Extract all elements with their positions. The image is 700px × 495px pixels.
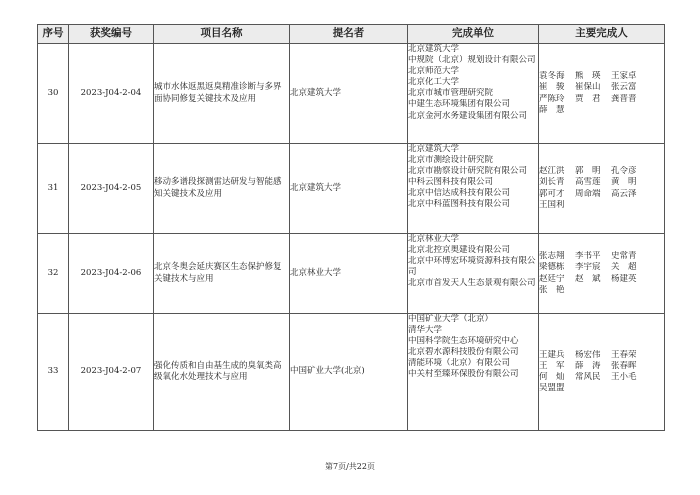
people-line xyxy=(539,71,664,82)
person-name: 薛 涛 xyxy=(575,360,601,371)
unit-item: 北京碧水源科技股份有限公司 xyxy=(408,347,519,358)
row-people xyxy=(539,234,665,314)
row-award-code: 2023-J04-2-06 xyxy=(69,234,154,314)
person-name: 杨宏伟 xyxy=(575,349,601,360)
person-name: 严陈玲 xyxy=(539,93,565,104)
unit-item: 北京建筑大学 xyxy=(408,44,460,54)
unit-item: 北京市勘察设计研究院有限公司 xyxy=(408,166,528,177)
person-name: 李宇宸 xyxy=(575,262,601,273)
row-people xyxy=(539,44,665,144)
row-nominator: 北京建筑大学 xyxy=(290,44,408,144)
unit-item: 北京建筑大学 xyxy=(408,144,460,154)
person-name: 郭 明 xyxy=(575,166,601,177)
header-row xyxy=(38,25,665,44)
row-nominator: 北京建筑大学 xyxy=(290,144,408,234)
unit-item: 北京金河水务建设集团有限公司 xyxy=(408,110,528,121)
award-table xyxy=(37,24,665,431)
row-people xyxy=(539,144,665,234)
unit-item: 北京市测绘设计研究院 xyxy=(408,155,494,166)
people-line xyxy=(539,166,664,177)
header-units: 完成单位 xyxy=(408,25,539,44)
person-name: 李书平 xyxy=(575,251,601,262)
unit-item: 北京林业大学 xyxy=(408,234,460,244)
person-name: 王国利 xyxy=(539,199,565,210)
row-units xyxy=(408,234,539,314)
person-name: 史常青 xyxy=(611,251,637,262)
person-name: 袁冬海 xyxy=(539,71,565,82)
unit-item: 中国科学院生态环境研究中心 xyxy=(408,336,519,347)
unit-item: 清华大学 xyxy=(408,325,443,336)
person-name: 何 灿 xyxy=(539,372,565,382)
people-line xyxy=(539,189,664,200)
row-award-code: 2023-J04-2-05 xyxy=(69,144,154,234)
row-units xyxy=(408,314,539,431)
person-name: 薛 慧 xyxy=(539,104,565,115)
unit-item: 北京化工大学 xyxy=(408,77,460,88)
row-project-name: 移动多谱段探测雷达研发与智能感知关键技术及应用 xyxy=(154,144,290,234)
people-line xyxy=(539,200,664,211)
people-line xyxy=(539,177,664,188)
unit-item: 北京师范大学 xyxy=(408,66,460,77)
table-row xyxy=(38,144,665,234)
header-nominator: 提名者 xyxy=(290,25,408,44)
table-row xyxy=(38,234,665,314)
table-row xyxy=(38,44,665,144)
people-line xyxy=(539,361,664,372)
row-project-name: 城市水体返黑返臭精准诊断与多界面协同修复关键技术及应用 xyxy=(154,44,290,144)
unit-item: 中国矿业大学（北京） xyxy=(408,314,494,324)
unit-item: 北京中环博宏环境资源科技有限公司 xyxy=(408,256,536,278)
person-name: 熊 瑛 xyxy=(575,71,601,82)
unit-item: 中规院（北京）规划设计有限公司 xyxy=(408,55,536,66)
person-name: 杨建英 xyxy=(611,273,637,284)
row-units xyxy=(408,44,539,144)
unit-item: 北京中科蓝图科技有限公司 xyxy=(408,199,511,210)
person-name: 郭可才 xyxy=(539,188,565,199)
person-name: 龚晋晋 xyxy=(611,93,637,104)
person-name: 吴盟盟 xyxy=(539,383,565,394)
person-name: 王春荣 xyxy=(611,349,637,360)
unit-item: 北京市首发天人生态景观有限公司 xyxy=(408,278,536,289)
person-name: 赵廷宁 xyxy=(539,273,565,284)
row-nominator: 北京林业大学 xyxy=(290,234,408,314)
row-seq: 33 xyxy=(38,314,69,431)
people-line xyxy=(539,383,664,394)
person-name: 黄 明 xyxy=(611,177,637,188)
person-name: 常风民 xyxy=(575,372,601,382)
unit-item: 北京北控京奥建设有限公司 xyxy=(408,245,511,256)
row-nominator: 中国矿业大学(北京) xyxy=(290,314,408,431)
people-line xyxy=(539,82,664,93)
row-award-code: 2023-J04-2-07 xyxy=(69,314,154,431)
row-project-name: 北京冬奥会延庆赛区生态保护修复关键技术与应用 xyxy=(154,234,290,314)
person-name: 赵江洪 xyxy=(539,166,565,177)
person-name: 王小毛 xyxy=(611,372,637,382)
person-name: 刘长青 xyxy=(539,177,565,188)
person-name: 周命端 xyxy=(575,188,601,199)
person-name: 孔令彦 xyxy=(611,166,637,177)
people-line xyxy=(539,262,664,273)
unit-item: 北京中信达成科技有限公司 xyxy=(408,188,511,199)
people-line xyxy=(539,350,664,361)
row-seq: 30 xyxy=(38,44,69,144)
people-line xyxy=(539,274,664,285)
people-line xyxy=(539,94,664,105)
person-name: 崔保山 xyxy=(575,82,601,93)
people-line xyxy=(539,105,664,116)
person-name: 梁德栋 xyxy=(539,262,565,273)
person-name: 赵 斌 xyxy=(575,273,601,284)
header-seq: 序号 xyxy=(38,25,69,44)
unit-item: 中建生态环境集团有限公司 xyxy=(408,99,511,110)
unit-item: 北京市城市管理研究院 xyxy=(408,88,494,99)
row-seq: 31 xyxy=(38,144,69,234)
header-people: 主要完成人 xyxy=(539,25,665,44)
person-name: 关 超 xyxy=(611,262,637,273)
person-name: 张云富 xyxy=(611,82,637,93)
people-line xyxy=(539,372,664,383)
person-name: 王家卓 xyxy=(611,71,637,82)
person-name: 王 军 xyxy=(539,360,565,371)
person-name: 高雪莲 xyxy=(575,177,601,188)
row-people xyxy=(539,314,665,431)
person-name: 王建兵 xyxy=(539,349,565,360)
row-award-code: 2023-J04-2-04 xyxy=(69,44,154,144)
person-name: 张志翔 xyxy=(539,251,565,262)
unit-item: 中关村至臻环保股份有限公司 xyxy=(408,369,519,380)
header-project-name: 项目名称 xyxy=(154,25,290,44)
unit-item: 清能环境（北京）有限公司 xyxy=(408,358,511,369)
row-project-name: 强化传质和自由基生成的臭氧类高级氧化水处理技术与应用 xyxy=(154,314,290,431)
person-name: 张 艳 xyxy=(539,284,565,295)
people-line xyxy=(539,251,664,262)
people-line xyxy=(539,285,664,296)
person-name: 张春晖 xyxy=(611,360,637,371)
page-number: 第7页/共22页 xyxy=(325,462,375,471)
unit-item: 中科云图科技有限公司 xyxy=(408,177,494,188)
person-name: 高云泽 xyxy=(611,188,637,199)
person-name: 崔 骏 xyxy=(539,82,565,93)
person-name: 贾 君 xyxy=(575,93,601,104)
header-code: 获奖编号 xyxy=(69,25,154,44)
table-row xyxy=(38,314,665,431)
row-units xyxy=(408,144,539,234)
row-seq: 32 xyxy=(38,234,69,314)
